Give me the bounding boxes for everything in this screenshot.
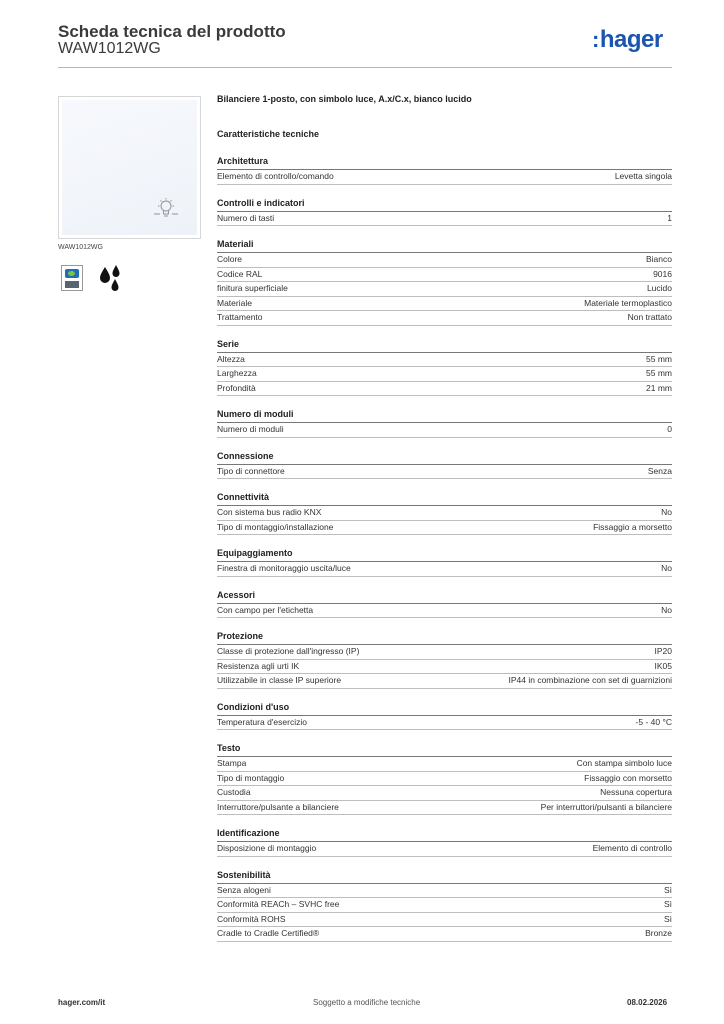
spec-label: Con campo per l'etichetta (217, 604, 314, 615)
group-title: Connessione (217, 450, 672, 465)
water-drops-icon (97, 263, 123, 293)
spec-group (217, 547, 672, 577)
spec-row (217, 913, 672, 928)
spec-label: Altezza (217, 353, 245, 364)
footer-date: 08.02.2026 (627, 998, 668, 1007)
product-image (58, 96, 201, 239)
image-caption: WAW1012WG (58, 244, 103, 251)
spec-row (217, 716, 672, 731)
spec-value: Per interruttori/pulsanti a bilanciere (540, 801, 672, 812)
spec-label: Finestra di monitoraggio uscita/luce (217, 563, 351, 573)
spec-group (217, 869, 672, 942)
spec-row (217, 604, 672, 619)
spec-group (217, 238, 672, 326)
spec-label: Stampa (217, 758, 247, 768)
spec-label: Larghezza (217, 368, 257, 378)
spec-label: Numero di moduli (217, 424, 284, 434)
spec-row (217, 212, 672, 227)
group-title: Connettività (217, 491, 672, 506)
section-heading: Caratteristiche tecniche (217, 129, 320, 139)
spec-value: Sì (663, 884, 672, 895)
hager-logo: :hager (592, 26, 663, 53)
spec-value: Materiale termoplastico (584, 297, 672, 308)
spec-label: Elemento di controllo/comando (217, 171, 334, 181)
spec-label: Interruttore/pulsante a bilanciere (217, 801, 339, 812)
spec-label: Utilizzabile in classe IP superiore (217, 675, 342, 685)
spec-label: Senza alogeni (217, 884, 271, 895)
spec-row (217, 465, 672, 480)
spec-value: Fissaggio con morsetto (584, 772, 672, 783)
spec-row (217, 645, 672, 660)
spec-label: Cradle to Cradle Certified® (217, 928, 320, 938)
spec-row (217, 353, 672, 368)
spec-group (217, 742, 672, 815)
spec-row (217, 170, 672, 185)
group-title: Testo (217, 742, 672, 757)
spec-row (217, 253, 672, 268)
spec-label: Conformità ROHS (217, 913, 286, 924)
spec-group (217, 408, 672, 438)
spec-row (217, 757, 672, 772)
spec-row (217, 801, 672, 816)
spec-value: Con stampa simbolo luce (576, 758, 672, 768)
spec-value: 1 (667, 212, 672, 223)
spec-value: No (661, 563, 672, 573)
group-title: Serie (217, 338, 672, 353)
spec-label: Tipo di montaggio/installazione (217, 521, 334, 532)
spec-row (217, 674, 672, 689)
group-title: Architettura (217, 155, 672, 170)
spec-row (217, 660, 672, 675)
spec-group (217, 701, 672, 731)
spec-label: Numero di tasti (217, 212, 275, 223)
spec-value: No (661, 604, 672, 615)
spec-row (217, 842, 672, 857)
spec-label: Custodia (217, 787, 251, 797)
group-title: Protezione (217, 630, 672, 645)
spec-value: 55 mm (646, 353, 672, 364)
spec-value: 0 (667, 424, 672, 434)
spec-row (217, 927, 672, 942)
spec-value: Sì (663, 899, 672, 909)
spec-row (217, 884, 672, 899)
spec-group (217, 630, 672, 689)
group-title: Controlli e indicatori (217, 197, 672, 212)
group-title: Sostenibilità (217, 869, 672, 884)
spec-row (217, 506, 672, 521)
spec-group (217, 197, 672, 227)
product-description: Bilanciere 1-posto, con simbolo luce, A.x/C.x, bianco lucido (217, 94, 472, 104)
spec-group (217, 338, 672, 397)
footer-notice: Soggetto a modifiche tecniche (313, 998, 421, 1007)
product-code: WAW1012WG (58, 40, 161, 57)
spec-group (217, 827, 672, 857)
spec-label: Con sistema bus radio KNX (217, 507, 322, 517)
spec-row (217, 268, 672, 283)
spec-row (217, 562, 672, 577)
spec-value: IP20 (654, 646, 672, 656)
spec-value: Sì (663, 913, 672, 924)
spec-label: Classe di protezione dall'ingresso (IP) (217, 646, 360, 656)
spec-label: Colore (217, 254, 243, 264)
spec-value: Levetta singola (614, 171, 672, 181)
spec-value: Bianco (646, 254, 672, 264)
spec-value: 21 mm (646, 382, 672, 393)
spec-value: -5 - 40 °C (635, 716, 672, 727)
spec-group (217, 589, 672, 619)
spec-label: finitura superficiale (217, 283, 288, 293)
spec-group (217, 491, 672, 535)
spec-label: Tipo di connettore (217, 465, 285, 476)
spec-value: Lucido (646, 283, 672, 293)
group-title: Equipaggiamento (217, 547, 672, 562)
spec-label: Profondità (217, 382, 256, 393)
lightbulb-icon (151, 197, 181, 221)
spec-value: Senza (647, 465, 672, 476)
spec-label: Tipo di montaggio (217, 772, 285, 783)
spec-row (217, 786, 672, 801)
spec-value: Fissaggio a morsetto (593, 521, 672, 532)
spec-label: Trattamento (217, 312, 263, 322)
group-title: Condizioni d'uso (217, 701, 672, 716)
spec-row (217, 772, 672, 787)
spec-group (217, 155, 672, 185)
spec-label: Conformità REACh – SVHC free (217, 899, 340, 909)
header-divider (58, 67, 672, 68)
spec-row (217, 521, 672, 536)
spec-value: Elemento di controllo (592, 843, 672, 853)
spec-value: No (661, 507, 672, 517)
spec-row (217, 367, 672, 382)
spec-value: IK05 (654, 660, 672, 671)
spec-row (217, 282, 672, 297)
group-title: Identificazione (217, 827, 672, 842)
spec-label: Temperatura d'esercizio (217, 716, 307, 727)
spec-row (217, 382, 672, 397)
spec-group (217, 450, 672, 480)
spec-label: Disposizione di montaggio (217, 843, 317, 853)
spec-value: 9016 (653, 268, 672, 279)
cradle-to-cradle-badge-icon (61, 265, 83, 291)
spec-label: Resistenza agli urti IK (217, 660, 300, 671)
page-title: Scheda tecnica del prodotto (58, 22, 286, 41)
spec-value: Nessuna copertura (600, 787, 672, 797)
group-title: Acessori (217, 589, 672, 604)
spec-value: Bronze (645, 928, 672, 938)
spec-value: Non trattato (627, 312, 672, 322)
spec-row (217, 423, 672, 438)
group-title: Materiali (217, 238, 672, 253)
spec-content (217, 94, 672, 954)
footer-website[interactable]: hager.com/it (58, 998, 106, 1007)
spec-row (217, 311, 672, 326)
spec-row (217, 297, 672, 312)
spec-label: Materiale (217, 297, 252, 308)
spec-value: IP44 in combinazione con set di guarnizioni (508, 675, 672, 685)
spec-groups (217, 155, 672, 942)
spec-row (217, 898, 672, 913)
spec-label: Codice RAL (217, 268, 263, 279)
group-title: Numero di moduli (217, 408, 672, 423)
logo-text: hager (599, 26, 663, 53)
spec-value: 55 mm (646, 368, 672, 378)
